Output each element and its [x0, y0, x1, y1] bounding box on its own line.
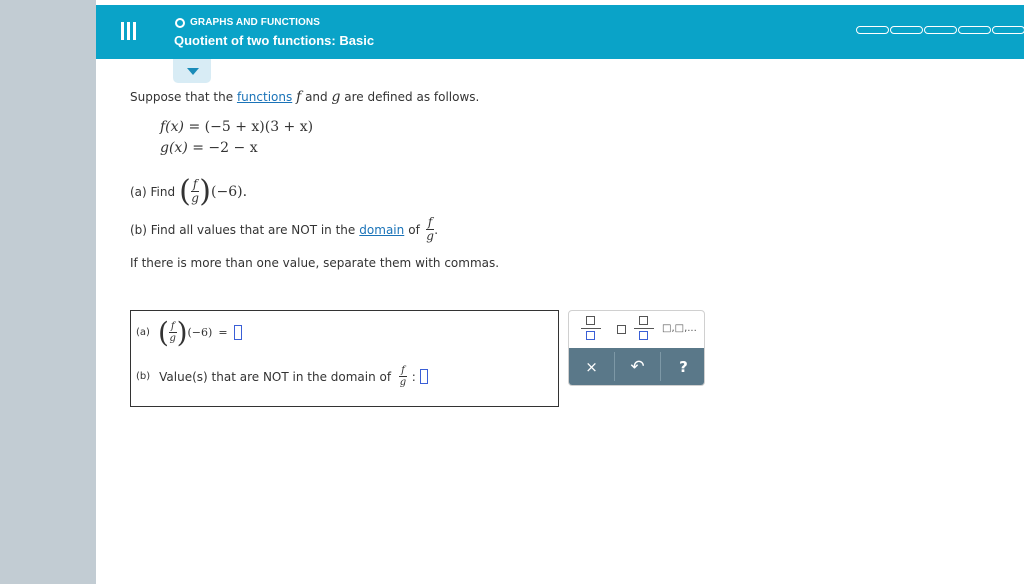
- f-over-g-fraction: [169, 321, 177, 344]
- frac-den: g: [191, 191, 199, 205]
- page-title: Quotient of two functions: Basic: [174, 33, 375, 48]
- list-button[interactable]: □,□,...: [662, 323, 697, 334]
- undo-button[interactable]: ↶: [630, 356, 645, 377]
- expand-dropdown-button[interactable]: [173, 59, 211, 83]
- progress-segment: [958, 26, 991, 34]
- frac-den: g: [426, 229, 434, 244]
- frac-den: g: [399, 377, 407, 388]
- help-button[interactable]: ?: [679, 357, 688, 376]
- clear-button[interactable]: ×: [585, 357, 598, 376]
- menu-icon-bar: [133, 22, 136, 40]
- right-paren: ): [176, 316, 188, 349]
- question-intro: [130, 89, 479, 105]
- menu-button[interactable]: [118, 22, 138, 40]
- answer-b-text: Value(s) that are NOT in the domain of: [159, 369, 392, 384]
- f-definition: [160, 119, 313, 135]
- math-toolbar: [568, 310, 705, 386]
- and-text: and: [305, 90, 328, 104]
- period-text: .: [434, 222, 439, 237]
- g-symbol: g: [331, 89, 341, 105]
- g-def-rhs: −2 − x: [208, 140, 258, 156]
- answer-b-row: [136, 365, 428, 388]
- fraction-icon: [586, 316, 595, 325]
- left-paren: (: [157, 316, 169, 349]
- f-over-g-fraction: [191, 178, 199, 205]
- functions-link[interactable]: functions: [236, 90, 293, 104]
- fraction-den-box: [586, 331, 595, 340]
- left-paren: (: [179, 174, 191, 209]
- mixed-bar: [634, 328, 654, 329]
- f-over-g-fraction: [399, 365, 407, 388]
- instruction-note: If there is more than one value, separate them with commas.: [130, 256, 500, 270]
- answer-a-label: (a): [136, 327, 150, 338]
- answer-a-arg: (−6): [187, 326, 213, 339]
- toolbar-actions: [569, 348, 704, 385]
- right-paren: ): [199, 174, 212, 209]
- answer-a-input[interactable]: [234, 325, 242, 340]
- part-a-arg: (−6).: [211, 183, 248, 200]
- domain-link[interactable]: domain: [359, 222, 405, 237]
- progress-segment: [992, 26, 1024, 34]
- frac-num: f: [170, 321, 175, 332]
- progress-segment: [924, 26, 957, 34]
- frac-num: f: [192, 176, 198, 191]
- frac-num: f: [427, 215, 433, 229]
- menu-icon-bar: [127, 22, 130, 40]
- fraction-bar: [581, 328, 601, 329]
- part-a-label: (a) Find: [130, 184, 176, 199]
- answer-a-row: [136, 316, 242, 349]
- progress-indicator: [856, 26, 1024, 36]
- part-b-prompt: [130, 216, 438, 243]
- f-def-rhs: (−5 + x)(3 + x): [204, 119, 314, 135]
- menu-icon: [121, 22, 124, 40]
- topic-label: GRAPHS AND FUNCTIONS: [190, 17, 320, 28]
- frac-den: g: [169, 333, 176, 344]
- frac-num: f: [401, 365, 405, 376]
- mixed-number-button[interactable]: [617, 316, 655, 344]
- g-definition: [160, 140, 258, 156]
- mixed-den-box: [639, 331, 648, 340]
- fraction-button[interactable]: [581, 316, 601, 344]
- part-b-text: (b) Find all values that are NOT in the: [130, 222, 356, 237]
- colon: :: [411, 369, 416, 384]
- equals-sign: =: [218, 326, 228, 339]
- intro-text: Suppose that the: [130, 90, 234, 104]
- mixed-num-box: [639, 316, 648, 325]
- answer-b-input[interactable]: [420, 369, 428, 384]
- topic-circle-icon: [175, 18, 185, 28]
- left-panel: [0, 0, 96, 584]
- f-symbol: f: [296, 89, 302, 105]
- progress-segment: [856, 26, 889, 34]
- mixed-number-icon: [617, 325, 626, 334]
- g-def-lhs: g(x) =: [160, 140, 204, 156]
- f-def-lhs: f(x) =: [160, 119, 201, 135]
- part-a-prompt: [130, 174, 247, 209]
- f-over-g-fraction: [426, 216, 434, 243]
- intro-post-text: are defined as follows.: [344, 90, 480, 104]
- progress-segment: [890, 26, 923, 34]
- answer-b-label: (b): [136, 371, 151, 382]
- of-text: of: [408, 222, 420, 237]
